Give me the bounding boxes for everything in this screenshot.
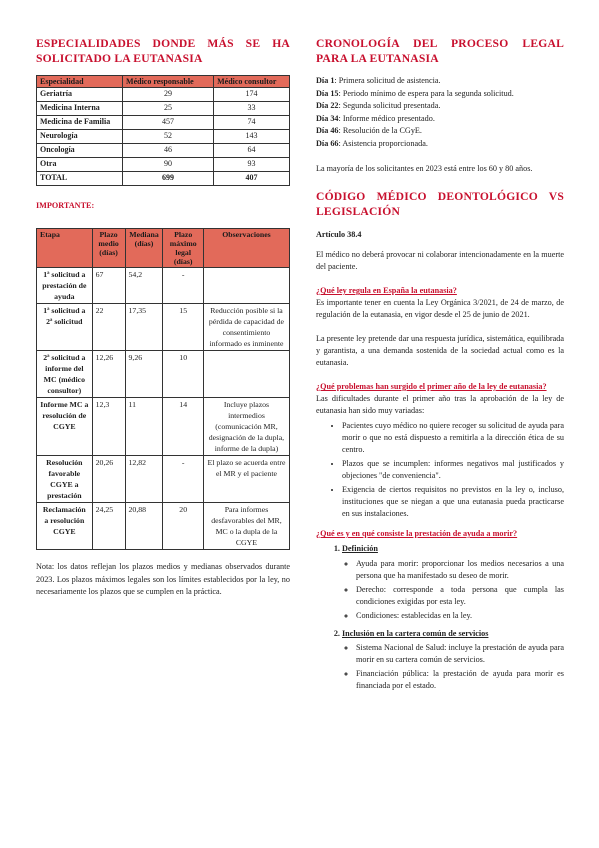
table-cell: Neurología [37, 130, 123, 144]
list-item: • Plazos que se incumplen: informes negativos mal justificados y objeciones "de conveniencia". [342, 458, 564, 482]
table-cell: El plazo se acuerda entre el MR y el paciente [203, 456, 289, 503]
chronology-item: Día 34: Informe médico presentado. [316, 113, 435, 123]
question-assistance: ¿Qué es y en qué consiste la prestación de ayuda a morir? [316, 529, 518, 538]
chronology-list [316, 75, 564, 150]
table-cell: 15 [163, 304, 203, 351]
list-item: • Pacientes cuyo médico no quiere recoger su solicitud de ayuda para morir o que no está dispuesto a remitirla a la dirección ética de su centro. [342, 420, 564, 456]
ages-text: La mayoría de los solicitantes en 2023 está entre los 60 y 80 años. [316, 164, 533, 173]
question-law: ¿Qué ley regula en España la eutanasia? [316, 286, 457, 295]
table-cell: 29 [123, 88, 214, 102]
table-cell: 9,26 [125, 351, 163, 398]
table-cell: Incluye plazos intermedios (comunicación MR, designación de la dupla, informe de la dupla) [203, 398, 289, 456]
table-row [37, 130, 290, 144]
answer-problems: Las dificultades durante el primer año tras la aprobación de la ley de eutanasia han sido muy variadas: [316, 394, 564, 415]
list-item: ◦ Sistema Nacional de Salud: incluye la prestación de ayuda para morir en su cartera común de servicios. [356, 642, 564, 666]
chronology-item: Día 22: Segunda solicitud presentada. [316, 101, 441, 110]
table-row [37, 456, 290, 503]
table-row [37, 158, 290, 172]
timelines-table [36, 228, 290, 550]
table-header: Especialidad [37, 76, 123, 88]
answer-law: Es importante tener en cuenta la Ley Orgánica 3/2021, de 24 de marzo, de regulación de la eutanasia, en vigor desde el 25 de junio de 2021. [316, 298, 564, 319]
table-cell: 12,82 [125, 456, 163, 503]
table-cell: Geriatría [37, 88, 123, 102]
table-cell: Reducción posible si la pérdida de capacidad de consentimiento informado es inminente [203, 304, 289, 351]
table-row [37, 172, 290, 186]
section-definition: 1. Definición ◦ Ayuda para morir: proporcionar los medios necesarios a una persona que ha manifestado su deseo de morir. ◦ Derecho: corresponde a toda persona que cumpla las condiciones exigidas por esta ley. ◦ Condiciones: establecidas en la ley. [342, 543, 564, 622]
table-header: Etapa [37, 229, 93, 268]
table-cell: 407 [214, 172, 290, 186]
table-cell: Medicina de Familia [37, 116, 123, 130]
table-cell: 24,25 [92, 503, 125, 550]
table-header: Médico consultor [214, 76, 290, 88]
table-row [37, 304, 290, 351]
table-cell: 2ª solicitud a informe del MC (médico consultor) [37, 351, 93, 398]
chronology-heading: CRONOLOGÍA DEL PROCESO LEGAL PARA LA EUTANASIA [316, 37, 564, 65]
assistance-sections [316, 543, 564, 692]
question-problems: ¿Qué problemas han surgido el primer año de la ley de eutanasia? [316, 382, 547, 391]
table-cell: Para informes desfavorables del MR, MC o la dupla de la CGYE [203, 503, 289, 550]
table-cell: 14 [163, 398, 203, 456]
table-cell [203, 268, 289, 304]
table-cell: 25 [123, 102, 214, 116]
list-item: • Exigencia de ciertos requisitos no previstos en la ley o, incluso, instituciones que se niegan a que una eutanasia pueda practicarse en sus instalaciones. [342, 484, 564, 520]
table-cell: TOTAL [37, 172, 123, 186]
section-services: 2. Inclusión en la cartera común de servicios ◦ Sistema Nacional de Salud: incluye la prestación de ayuda para morir en su cartera común de servicios. ◦ Financiación pública: la prestación de ayuda para morir es financiada por el estado. [342, 628, 564, 692]
table-cell: 93 [214, 158, 290, 172]
table-row [37, 116, 290, 130]
table-cell: 17,35 [125, 304, 163, 351]
table-cell: 11 [125, 398, 163, 456]
table-cell: 54,2 [125, 268, 163, 304]
table-cell [203, 351, 289, 398]
table-cell: 10 [163, 351, 203, 398]
table-row [37, 144, 290, 158]
table-row [37, 503, 290, 550]
list-item: ◦ Ayuda para morir: proporcionar los medios necesarios a una persona que ha manifestado su deseo de morir. [356, 558, 564, 582]
table-cell: Oncología [37, 144, 123, 158]
table-row [37, 398, 290, 456]
right-column [316, 36, 564, 694]
table-cell: 12,26 [92, 351, 125, 398]
table-cell: 20,88 [125, 503, 163, 550]
table-cell: 12,3 [92, 398, 125, 456]
table-cell: Resolución favorable CGYE a prestación [37, 456, 93, 503]
left-column [36, 36, 290, 599]
table-cell: 46 [123, 144, 214, 158]
table-cell: 33 [214, 102, 290, 116]
problems-list [316, 420, 564, 520]
table-cell: - [163, 268, 203, 304]
list-item: ◦ Derecho: corresponde a toda persona que cumpla las condiciones exigidas por esta ley. [356, 584, 564, 608]
table-cell: 20 [163, 503, 203, 550]
table-cell: 1ª solicitud a 2ª solicitud [37, 304, 93, 351]
table-header: Médico responsable [123, 76, 214, 88]
table-cell: 20,26 [92, 456, 125, 503]
table-cell: 52 [123, 130, 214, 144]
table-cell: 90 [123, 158, 214, 172]
table-header: Plazo medio (días) [92, 229, 125, 268]
chronology-item: Día 15: Periodo mínimo de espera para la segunda solicitud. [316, 88, 514, 98]
table-header: Plazo máximo legal (días) [163, 229, 203, 268]
table-cell: 22 [92, 304, 125, 351]
deontology-heading: CÓDIGO MÉDICO DEONTOLÓGICO VS LEGISLACIÓN [316, 190, 564, 218]
table-row [37, 351, 290, 398]
table-cell: Informe MC a resolución de CGYE [37, 398, 93, 456]
article-title: Artículo 38.4 [316, 230, 362, 239]
chronology-item: Día 46: Resolución de la CGyE. [316, 126, 422, 135]
table-note: Nota: los datos reflejan los plazos medios y medianas observados durante 2023. Los plazos máximos legales son los límites establecidos por la ley, no necesariamente los plazos que se cumplen en la práctica. [36, 562, 290, 596]
answer-law-purpose: La presente ley pretende dar una respuesta jurídica, sistemática, equilibrada y garantista, a una demanda sostenida de la sociedad actual como es la eutanasia. [316, 334, 564, 367]
table-cell: 64 [214, 144, 290, 158]
table-cell: Reclamación a resolución CGYE [37, 503, 93, 550]
table-cell: 174 [214, 88, 290, 102]
list-item: ◦ Condiciones: establecidas en la ley. [356, 610, 564, 622]
table-cell: Otra [37, 158, 123, 172]
table-cell: - [163, 456, 203, 503]
table-header: Observaciones [203, 229, 289, 268]
list-item: ◦ Financiación pública: la prestación de ayuda para morir es financiada por el estado. [356, 668, 564, 692]
table-cell: 699 [123, 172, 214, 186]
table-cell: 457 [123, 116, 214, 130]
article-text: El médico no deberá provocar ni colaborar intencionadamente en la muerte del paciente. [316, 250, 564, 271]
table-row [37, 268, 290, 304]
chronology-item: Día 66: Asistencia proporcionada. [316, 138, 428, 148]
table-row [37, 102, 290, 116]
table-cell: 143 [214, 130, 290, 144]
table-cell: 67 [92, 268, 125, 304]
importante-label: IMPORTANTE: [36, 201, 95, 210]
chronology-item: Día 1: Primera solicitud de asistencia. [316, 76, 441, 85]
table-header: Mediana (días) [125, 229, 163, 268]
table-cell: 74 [214, 116, 290, 130]
table-cell: Medicina Interna [37, 102, 123, 116]
specialties-heading: ESPECIALIDADES DONDE MÁS SE HA SOLICITADO LA EUTANASIA [36, 37, 290, 65]
table-row [37, 88, 290, 102]
specialties-table [36, 75, 290, 186]
table-cell: 1ª solicitud a prestación de ayuda [37, 268, 93, 304]
